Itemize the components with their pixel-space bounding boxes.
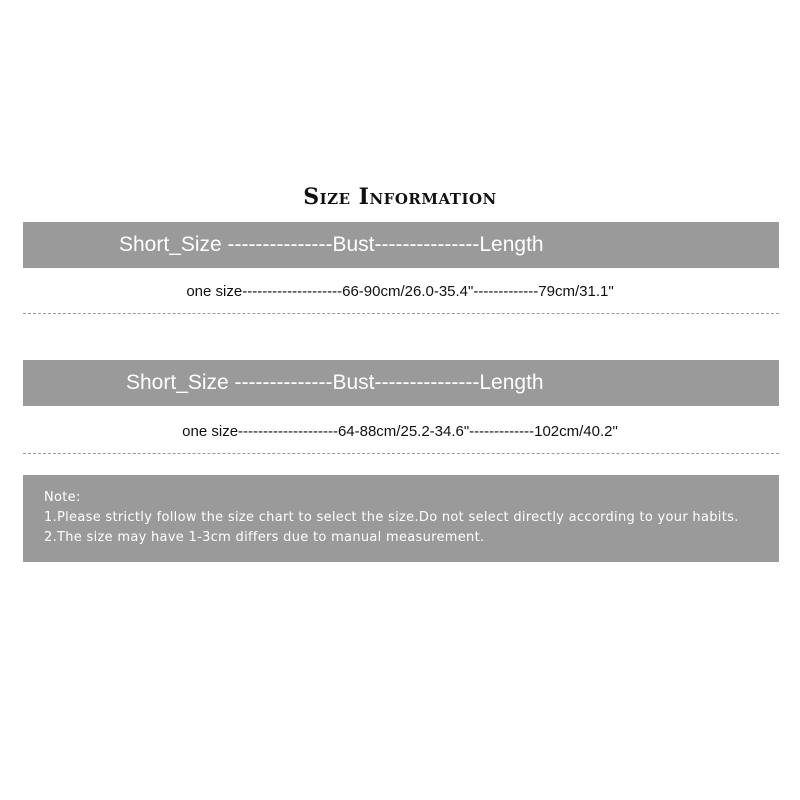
- note-heading: Note:: [44, 490, 81, 505]
- size-table-header: Short_Size ---------------Bust---------------Length: [23, 222, 779, 268]
- size-table-header: Short_Size --------------Bust---------------Length: [23, 360, 779, 406]
- size-table-row: one size--------------------66-90cm/26.0-35.4"-------------79cm/31.1": [186, 283, 614, 300]
- dashed-divider: [23, 453, 779, 454]
- note-box: [23, 475, 779, 562]
- size-table-row: one size--------------------64-88cm/25.2-34.6"-------------102cm/40.2": [182, 423, 618, 440]
- dashed-divider: [23, 313, 779, 314]
- note-line: 2.The size may have 1-3cm differs due to manual measurement.: [44, 530, 485, 545]
- note-line: 1.Please strictly follow the size chart to select the size.Do not select directly according to your habits.: [44, 510, 739, 525]
- page-title: Size Information: [303, 184, 497, 210]
